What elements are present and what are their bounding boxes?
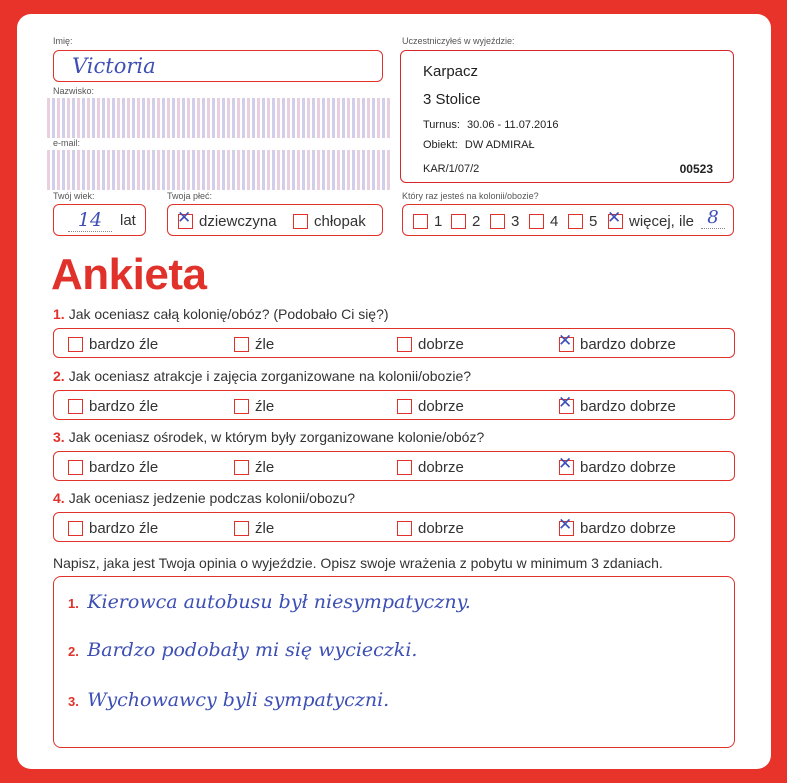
rating-option[interactable] [397, 397, 464, 415]
check-mark-icon: ✕ [558, 514, 573, 535]
checkbox[interactable] [234, 399, 249, 414]
rating-option[interactable] [397, 519, 464, 537]
rating-option[interactable] [68, 397, 158, 415]
option-label: bardzo źle [89, 397, 159, 415]
option-label: 3 [511, 212, 520, 230]
times-option-more[interactable] [607, 207, 695, 230]
trip-code: KAR/1/07/2 [423, 163, 480, 175]
checkbox[interactable] [68, 521, 83, 536]
surname-redacted [47, 98, 392, 138]
option-label: bardzo dobrze [580, 335, 676, 353]
rating-option[interactable] [397, 458, 464, 476]
name-field[interactable] [53, 50, 383, 82]
turnus-label: Turnus: [423, 119, 460, 131]
option-label: 2 [472, 212, 481, 230]
checkbox[interactable] [490, 214, 505, 229]
question-label: Jak oceniasz jedzenie podczas kolonii/obozu? [68, 490, 356, 506]
checkbox[interactable] [413, 214, 428, 229]
question-number: 4. [53, 490, 65, 506]
checkbox[interactable] [177, 207, 193, 229]
rating-option[interactable] [234, 458, 274, 476]
check-mark-icon: ✕ [558, 453, 573, 474]
checkbox[interactable] [68, 337, 83, 352]
opinion-text: Bardzo podobały mi się wycieczki. [87, 639, 418, 661]
checkbox[interactable] [558, 453, 574, 475]
rating-option[interactable] [234, 397, 274, 415]
opinion-text: Wychowawcy byli sympatyczni. [87, 689, 390, 711]
option-label: dobrze [418, 519, 464, 537]
opinion-number: 2. [68, 644, 79, 659]
checkbox[interactable] [558, 330, 574, 352]
question-1-options [53, 328, 735, 358]
rating-option[interactable] [558, 330, 676, 353]
trip-box [400, 50, 734, 183]
checkbox[interactable] [558, 392, 574, 414]
option-label: dobrze [418, 458, 464, 476]
option-label: dziewczyna [199, 212, 277, 230]
times-label: Który raz jesteś na kolonii/obozie? [402, 191, 539, 201]
name-value: Victoria [72, 54, 156, 78]
opinion-line-1 [68, 591, 471, 613]
opinion-line-3 [68, 689, 389, 711]
option-label: źle [255, 519, 275, 537]
gender-label: Twoja płeć: [167, 191, 213, 201]
rating-option[interactable] [68, 335, 158, 353]
times-value: 8 [701, 207, 725, 229]
option-label: źle [255, 397, 275, 415]
check-mark-icon: ✕ [558, 392, 573, 413]
rating-option[interactable] [558, 453, 676, 476]
checkbox[interactable] [234, 521, 249, 536]
question-label: Jak oceniasz atrakcje i zajęcia zorganizowane na kolonii/obozie? [68, 368, 472, 384]
option-label: źle [255, 458, 275, 476]
gender-option-boy[interactable] [293, 212, 366, 230]
times-option-5[interactable] [568, 212, 597, 230]
question-label: Jak oceniasz ośrodek, w którym były zorganizowane kolonie/obóz? [68, 429, 485, 445]
question-3-options [53, 451, 735, 481]
trip-label: Uczestniczyłeś w wyjeździe: [402, 36, 515, 46]
question-2-text [53, 368, 471, 384]
question-number: 1. [53, 306, 65, 322]
rating-option[interactable] [234, 335, 274, 353]
times-option-2[interactable] [451, 212, 480, 230]
times-option-4[interactable] [529, 212, 558, 230]
option-label: chłopak [314, 212, 366, 230]
survey-title: Ankieta [51, 250, 207, 299]
opinion-number: 3. [68, 694, 79, 709]
gender-group [167, 204, 383, 236]
option-label: dobrze [418, 397, 464, 415]
opinion-number: 1. [68, 596, 79, 611]
survey-sheet [17, 14, 771, 769]
option-label: bardzo źle [89, 458, 159, 476]
option-label: 4 [550, 212, 559, 230]
option-label: 1 [434, 212, 443, 230]
question-4-text [53, 490, 355, 506]
checkbox[interactable] [397, 399, 412, 414]
checkbox[interactable] [397, 460, 412, 475]
checkbox[interactable] [397, 521, 412, 536]
age-value: 14 [68, 209, 112, 232]
age-label: Twój wiek: [53, 191, 95, 201]
gender-option-girl[interactable] [177, 207, 277, 230]
option-label: bardzo dobrze [580, 519, 676, 537]
checkbox[interactable] [68, 460, 83, 475]
email-label: e-mail: [53, 138, 81, 148]
checkbox[interactable] [234, 337, 249, 352]
opinion-prompt: Napisz, jaka jest Twoja opinia o wyjeździe. Opisz swoje wrażenia z pobytu w minimum 3 zdaniach. [53, 555, 663, 571]
rating-option[interactable] [68, 519, 158, 537]
option-label: bardzo źle [89, 335, 159, 353]
rating-option[interactable] [234, 519, 274, 537]
checkbox[interactable] [397, 337, 412, 352]
trip-program: 3 Stolice [423, 91, 481, 108]
times-option-3[interactable] [490, 212, 519, 230]
option-label: 5 [589, 212, 598, 230]
obiekt-value: DW ADMIRAŁ [464, 139, 535, 151]
opinion-text: Kierowca autobusu był niesympatyczny. [87, 591, 471, 613]
option-label: bardzo źle [89, 519, 159, 537]
option-label: źle [255, 335, 275, 353]
surname-label: Nazwisko: [53, 86, 95, 96]
question-4-options [53, 512, 735, 542]
check-mark-icon: ✕ [558, 330, 573, 351]
checkbox[interactable] [568, 214, 583, 229]
option-label: dobrze [418, 335, 464, 353]
age-unit: lat [120, 212, 136, 229]
checkbox[interactable] [293, 214, 308, 229]
checkbox[interactable] [68, 399, 83, 414]
option-label: bardzo dobrze [580, 397, 676, 415]
question-2-options [53, 390, 735, 420]
email-redacted [47, 150, 392, 190]
times-group [402, 204, 734, 236]
option-label: więcej, ile [629, 212, 695, 230]
obiekt-label: Obiekt: [423, 139, 458, 151]
option-label: bardzo dobrze [580, 458, 676, 476]
rating-option[interactable] [558, 392, 676, 415]
name-label: Imię: [53, 36, 73, 46]
question-1-text [53, 306, 389, 322]
checkbox[interactable] [529, 214, 544, 229]
check-mark-icon: ✕ [177, 207, 192, 228]
times-option-1[interactable] [413, 212, 442, 230]
trip-number: 00523 [679, 162, 713, 176]
question-number: 2. [53, 368, 65, 384]
age-field[interactable] [53, 204, 146, 236]
opinion-line-2 [68, 639, 417, 661]
rating-option[interactable] [558, 514, 676, 537]
rating-option[interactable] [68, 458, 158, 476]
checkbox[interactable] [607, 207, 623, 229]
question-label: Jak oceniasz całą kolonię/obóz? (Podobało Ci się?) [68, 306, 389, 322]
checkbox[interactable] [451, 214, 466, 229]
checkbox[interactable] [234, 460, 249, 475]
opinion-box[interactable] [53, 576, 735, 748]
trip-place: Karpacz [423, 63, 479, 80]
question-3-text [53, 429, 484, 445]
check-mark-icon: ✕ [607, 207, 622, 228]
question-number: 3. [53, 429, 65, 445]
rating-option[interactable] [397, 335, 464, 353]
turnus-value: 30.06 - 11.07.2016 [466, 119, 559, 131]
checkbox[interactable] [558, 514, 574, 536]
